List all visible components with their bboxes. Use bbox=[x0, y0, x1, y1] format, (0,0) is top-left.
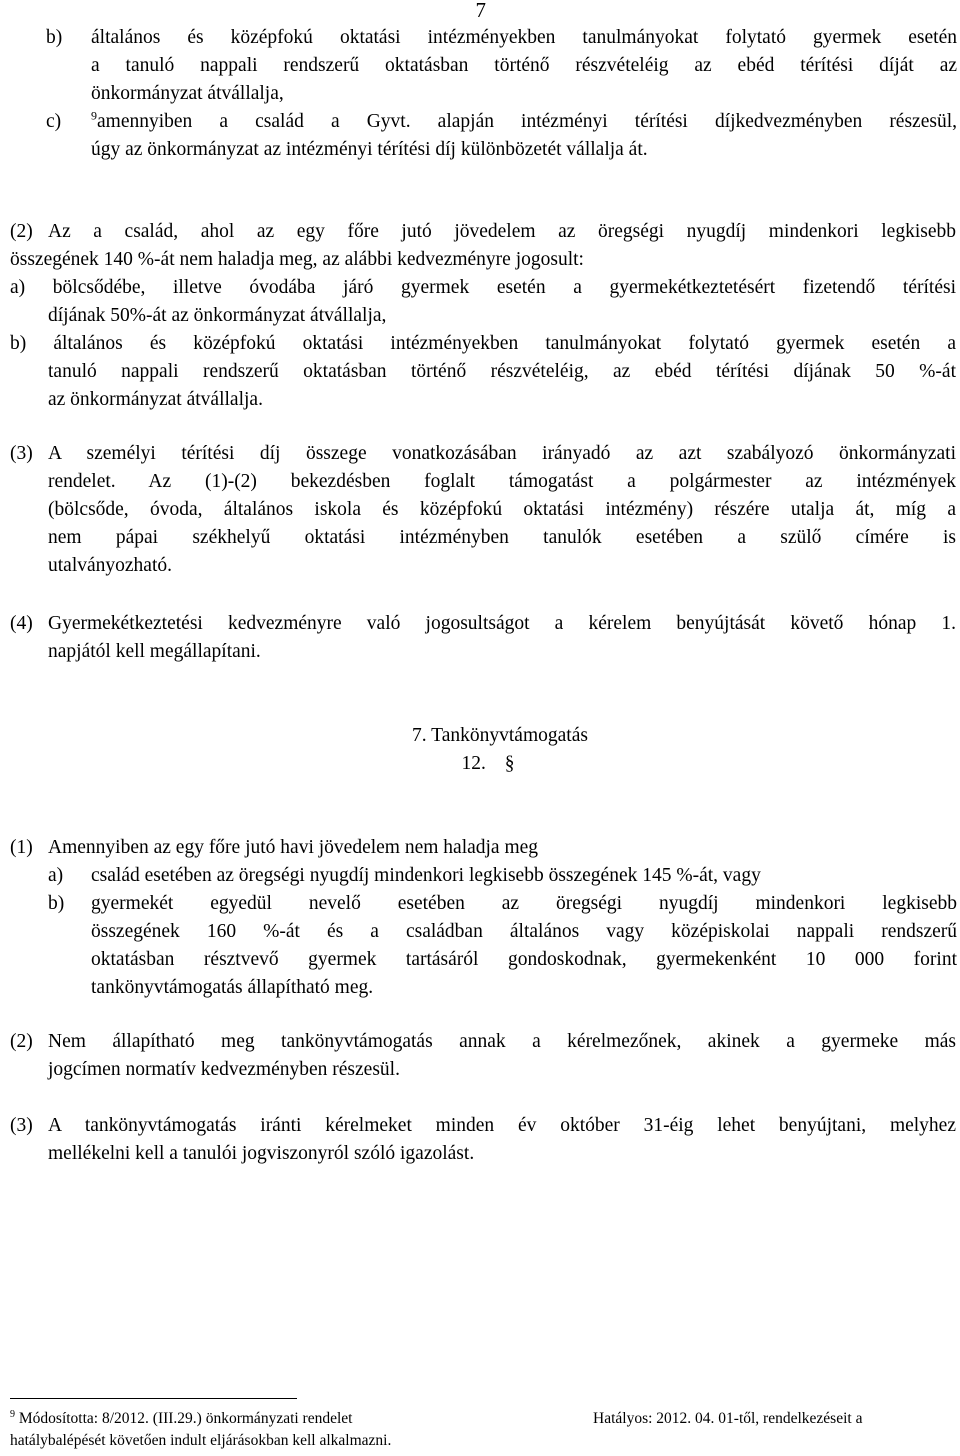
list-label-c: c) bbox=[46, 111, 62, 132]
text-line: utalványozható. bbox=[48, 555, 172, 576]
section-sign: § bbox=[504, 753, 515, 774]
text-line: tankönyvtámogatás állapítható meg. bbox=[91, 977, 374, 998]
paragraph-number: (2) bbox=[10, 1031, 33, 1052]
text-line: Amennyiben az egy főre jutó havi jövedelem nem haladja meg bbox=[48, 837, 539, 858]
text-line: a) bölcsődébe, illetve óvodába járó gyermek esetén a gyermekétkeztetésért fizetendő térítési bbox=[10, 277, 956, 298]
paragraph-11-2-item-b bbox=[10, 330, 956, 358]
chapter-title: 7. Tankönyvtámogatás bbox=[412, 725, 588, 746]
section-heading bbox=[0, 750, 960, 778]
paragraph-12-1 bbox=[48, 834, 956, 862]
text-line: napjától kell megállapítani. bbox=[48, 641, 261, 662]
text-line: oktatásban résztvevő gyermek tartásáról gondoskodnak, gyermekenként 10 000 forint bbox=[91, 949, 957, 970]
paragraph-12-3 bbox=[48, 1112, 956, 1168]
text-line: az önkormányzat átvállalja. bbox=[48, 389, 263, 410]
text-line: mellékelni kell a tanulói jogviszonyról szóló igazolást. bbox=[48, 1143, 475, 1164]
paragraph-11-2-item-a-cont bbox=[48, 302, 956, 330]
text-line: díjának 50%-át az önkormányzat átvállalja, bbox=[48, 305, 387, 326]
text-line: $^9$amennyiben a család a Gyvt. alapján intézményi térítési díjkedvezményben részesül, bbox=[91, 108, 957, 132]
text-line: nem pápai székhelyű oktatási intézményben tanulók esetében a szülő címére is bbox=[48, 527, 956, 548]
paragraph-number: (2) bbox=[10, 221, 33, 242]
text-line: (bölcsőde, óvoda, általános iskola és középfokú oktatási intézmény) részére utalja át, míg a bbox=[48, 499, 956, 520]
section-number: 12. bbox=[461, 753, 486, 774]
text-line: Az a család, ahol az egy főre jutó jövedelem az öregségi nyugdíj mindenkori legkisebb bbox=[48, 221, 956, 242]
list-label-a: a) bbox=[48, 865, 64, 886]
text-line: összegének 140 %-át nem haladja meg, az alábbi kedvezményre jogosult: bbox=[10, 249, 584, 270]
footnote-effective: Hatályos: 2012. 04. 01-től, rendelkezéseit a bbox=[593, 1410, 863, 1427]
text-line: Gyermekétkeztetési kedvezményre való jogosultságot a kérelem benyújtását követő hónap 1. bbox=[48, 613, 956, 634]
list-item-c bbox=[91, 108, 957, 164]
text-line: gyermekét egyedül nevelő esetében az öregségi nyugdíj mindenkori legkisebb bbox=[91, 893, 957, 914]
paragraph-12-2 bbox=[48, 1028, 956, 1084]
paragraph-number: (3) bbox=[10, 443, 33, 464]
paragraph-number: (3) bbox=[10, 1115, 33, 1136]
text-line: úgy az önkormányzat az intézményi térítési díj különbözetét vállalja át. bbox=[91, 139, 648, 160]
paragraph-11-2-item-a bbox=[10, 274, 956, 302]
paragraph-number: (1) bbox=[10, 837, 33, 858]
paragraph-11-2-body bbox=[10, 246, 956, 274]
footnote-line-2: hatálybalépését követően indult eljárásokban kell alkalmazni. bbox=[10, 1432, 392, 1449]
footnote-line bbox=[10, 1408, 352, 1430]
page-number: 7 bbox=[475, 0, 486, 22]
footnote-number: 9 bbox=[10, 1408, 15, 1420]
text-line: általános és középfokú oktatási intézményekben tanulmányokat folytató gyermek esetén bbox=[91, 27, 957, 48]
paragraph-12-1-item-a bbox=[91, 862, 957, 890]
list-label-b: b) bbox=[46, 27, 63, 48]
footnote-text: Módosította: 8/2012. (III.29.) önkormányzati rendelet bbox=[18, 1410, 353, 1427]
paragraph-number: (4) bbox=[10, 613, 33, 634]
paragraph-11-4 bbox=[48, 610, 956, 666]
text-line: b) általános és középfokú oktatási intézményekben tanulmányokat folytató gyermek esetén a bbox=[10, 333, 956, 354]
list-label-b: b) bbox=[48, 893, 65, 914]
text-line: összegének 160 %-át és a családban általános vagy középiskolai nappali rendszerű bbox=[91, 921, 957, 942]
paragraph-11-3 bbox=[48, 440, 956, 580]
text-line: Nem állapítható meg tankönyvtámogatás annak a kérelmezőnek, akinek a gyermeke más bbox=[48, 1031, 956, 1052]
text-line: A tankönyvtámogatás iránti kérelmeket minden év október 31-éig lehet benyújtani, melyhez bbox=[48, 1115, 956, 1136]
list-item-b bbox=[91, 24, 957, 108]
paragraph-11-2 bbox=[48, 218, 956, 246]
paragraph-12-1-item-b bbox=[91, 890, 957, 1002]
text-line: tanuló nappali rendszerű oktatásban történő részvételéig, az ebéd térítési díjának 50 %-át bbox=[48, 361, 956, 382]
footnote-separator bbox=[10, 1398, 297, 1399]
text-line: jogcímen normatív kedvezményben részesül. bbox=[48, 1059, 400, 1080]
text-line: a tanuló nappali rendszerű oktatásban történő részvételéig az ebéd térítési díját az bbox=[91, 55, 957, 76]
text-line: rendelet. Az (1)-(2) bekezdésben foglalt támogatást a polgármester az intézmények bbox=[48, 471, 956, 492]
paragraph-11-2-item-b-cont bbox=[48, 358, 956, 414]
text-line: család esetében az öregségi nyugdíj mindenkori legkisebb összegének 145 %-át, vagy bbox=[91, 865, 761, 886]
text-line: önkormányzat átvállalja, bbox=[91, 83, 284, 104]
text-line: A személyi térítési díj összege vonatkozásában irányadó az azt szabályozó önkormányzati bbox=[48, 443, 956, 464]
footnote-ref: 9 bbox=[91, 108, 97, 123]
